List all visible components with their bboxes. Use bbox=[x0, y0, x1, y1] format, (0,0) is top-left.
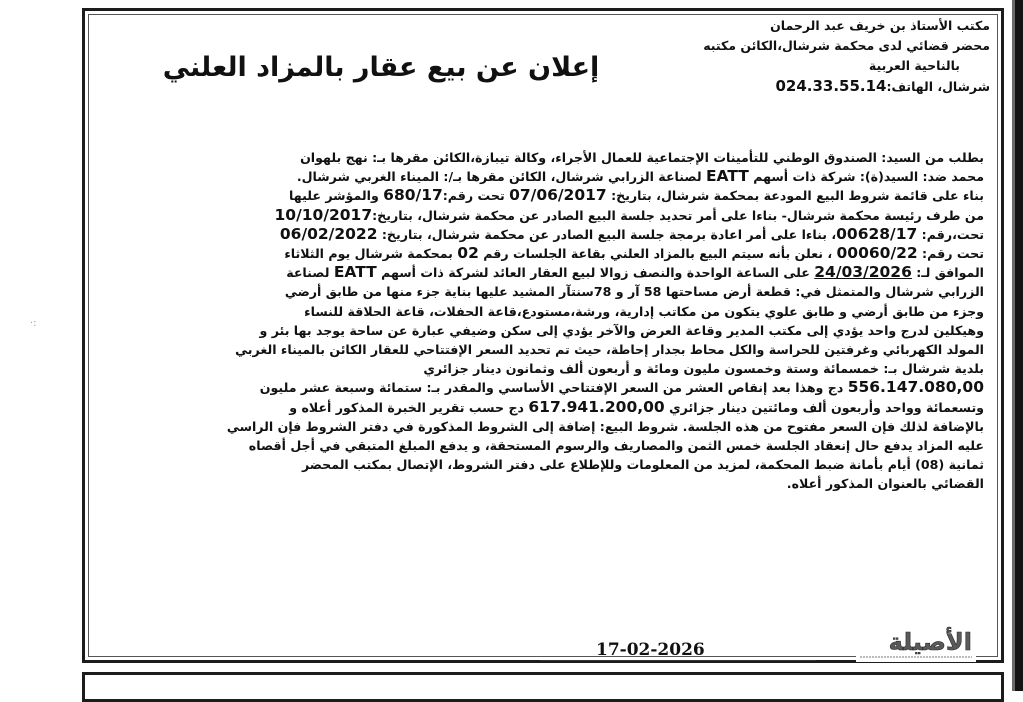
text-segment: من طرف رئيسة محكمة شرشال- بناءا على أمر تحديد جلسة البيع الصادر عن محكمة شرشال، بتاريخ: bbox=[372, 207, 984, 223]
deposit-date: 07/06/2017 bbox=[509, 186, 607, 205]
body-line-16: عليه المزاد يدفع حال إنعقاد الجلسة خمس الثمن والمصاريف والرسوم المستحقة، و يدفع المبلغ المتبقي في أجل أقصاه bbox=[248, 438, 984, 454]
body-line-6 bbox=[96, 244, 984, 263]
auction-date: 24/03/2026 bbox=[814, 263, 912, 282]
text-segment: تحت رقم: bbox=[442, 188, 510, 204]
text-segment: بناء على قائمة شروط البيع المودعة بمحكمة شرشال، بتاريخ: bbox=[606, 188, 984, 204]
text-segment: لصناعة bbox=[286, 265, 334, 281]
base-price: 617.941.200,00 bbox=[528, 397, 665, 416]
text-segment: محمد ضد: السيد(ة): شركة ذات أسهم bbox=[748, 169, 984, 185]
office-phone-line bbox=[650, 76, 990, 97]
body-line-7 bbox=[96, 263, 984, 282]
footer-rule bbox=[540, 660, 816, 661]
text-segment: الموافق لـ: bbox=[911, 265, 984, 281]
office-role: محضر قضائي لدى محكمة شرشال،الكائن مكتبه bbox=[703, 38, 990, 53]
body-line-18: القضائي بالعنوان المذكور أعلاه. bbox=[786, 476, 984, 492]
hall-number: 02 bbox=[457, 244, 479, 263]
text-segment: لصناعة الزرابي شرشال، الكائن مقرها بـ/: الميناء الغربي شرشال. bbox=[296, 169, 706, 185]
next-announcement-frame bbox=[82, 672, 1004, 702]
text-segment: تحت،رقم: bbox=[917, 226, 984, 242]
body-line-5 bbox=[96, 225, 984, 244]
reschedule-date: 06/02/2022 bbox=[279, 224, 378, 243]
body-line-15: بالإضافة لذلك فإن السعر مفتوح من هذه الجلسة. شروط البيع: إضافة إلى الشروط المذكورة في دفتر الشروط فإن الراسي bbox=[226, 418, 984, 434]
reduced-price: 556.147.080,00 bbox=[847, 378, 984, 397]
office-location: بالناحية العربية bbox=[868, 58, 960, 73]
text-segment: بمحكمة شرشال يوم الثلاثاء bbox=[284, 246, 458, 262]
body-line-12: بلدية شرشال بـ: خمسمائة وستة وخمسون مليون ومائة و أربعون ألف وثمانون دينار جزائري bbox=[423, 361, 984, 377]
text-segment: تحت رقم: bbox=[917, 246, 984, 262]
text-segment: دج حسب تقرير الخبرة المذكور أعلاه و bbox=[289, 399, 529, 415]
phone-prefix: شرشال، الهاتف: bbox=[886, 79, 990, 94]
text-segment: والمؤشر عليها bbox=[289, 188, 384, 204]
body-line-13 bbox=[96, 378, 984, 397]
logo-wordmark: الأصيلة bbox=[888, 628, 972, 656]
body-line-1: بطلب من السيد: الصندوق الوطني للتأمينات الإجتماعية للعمال الأجراء، وكالة تيبازة،الكائن مقرها بـ: نهج بلهوان bbox=[300, 150, 984, 165]
body-line-4 bbox=[96, 206, 984, 225]
order-number: 00628/17 bbox=[836, 224, 918, 243]
body-line-10: وهيكلين لدرج واحد يؤدي إلى مكتب المدير وقاعة العرض والآخر يؤدي إلى سكن وضيفي عبارة عن ساحة يوجد بها بئر و bbox=[259, 322, 984, 338]
publication-date: 17-02-2026 bbox=[596, 640, 705, 660]
order-date: 10/10/2017 bbox=[274, 205, 373, 224]
announcement-body bbox=[96, 148, 984, 494]
body-line-3 bbox=[96, 186, 984, 205]
body-line-14 bbox=[96, 398, 984, 417]
deposit-number: 680/17 bbox=[383, 186, 443, 205]
text-segment: على الساعة الواحدة والنصف زوالا لبيع العقار العائد لشركة ذات أسهم bbox=[376, 265, 815, 281]
text-segment: ، نعلن بأنه سيتم البيع بالمزاد العلني بقاعة الجلسات رقم bbox=[478, 246, 837, 262]
body-line-9: وجزء من طابق أرضي و طابق علوي يتكون من مكاتب إدارية، ورشة،مستودع،قاعة الحفلات، قاعة الحلاقة للنساء bbox=[304, 303, 984, 319]
bailiff-office-header bbox=[650, 16, 990, 97]
body-line-8: الزرابي شرشال والمتمثل في: قطعة أرض مساحتها 58 آر و 78سنتآر المشيد عليها بناية جزء منها من طابق أرضي bbox=[284, 284, 984, 300]
body-line-17: ثمانية (08) أيام بأمانة ضبط المحكمة، لمزيد من المعلومات وللإطلاع على دفتر الشروط، الإتصال بمكتب المحضر bbox=[301, 457, 984, 473]
reschedule-number: 00060/22 bbox=[836, 244, 918, 263]
phone-number: 024.33.55.14 bbox=[775, 77, 887, 95]
newspaper-logo bbox=[856, 626, 976, 662]
body-line-2 bbox=[96, 167, 984, 186]
company-name: EATT bbox=[333, 263, 377, 282]
text-segment: دج وهذا بعد إنقاص العشر من السعر الإفتتاحي الأساسي والمقدر بـ: ستمائة وسبعة عشر مليون bbox=[259, 380, 848, 396]
office-name: مكتب الأستاذ بن خريف عبد الرحمان bbox=[770, 18, 990, 33]
scan-speck: ·: bbox=[30, 318, 37, 329]
company-name: EATT bbox=[705, 167, 749, 186]
page-edge bbox=[1015, 0, 1023, 691]
text-segment: وتسعمائة وواحد وأربعون ألف ومائتين دينار جزائري bbox=[664, 399, 984, 415]
announcement-title: إعلان عن بيع عقار بالمزاد العلني bbox=[162, 52, 600, 83]
text-segment: ، بناءا على أمر اعادة برمجة جلسة البيع الصادر عن محكمة شرشال، بتاريخ: bbox=[377, 226, 837, 242]
body-line-11: المولد الكهربائي وغرفتين للحراسة والكل محاط بجدار إحاطة، حيث تم تحديد السعر الإفتتاحي للعقار الكائن بالميناء الغربي bbox=[235, 342, 984, 358]
